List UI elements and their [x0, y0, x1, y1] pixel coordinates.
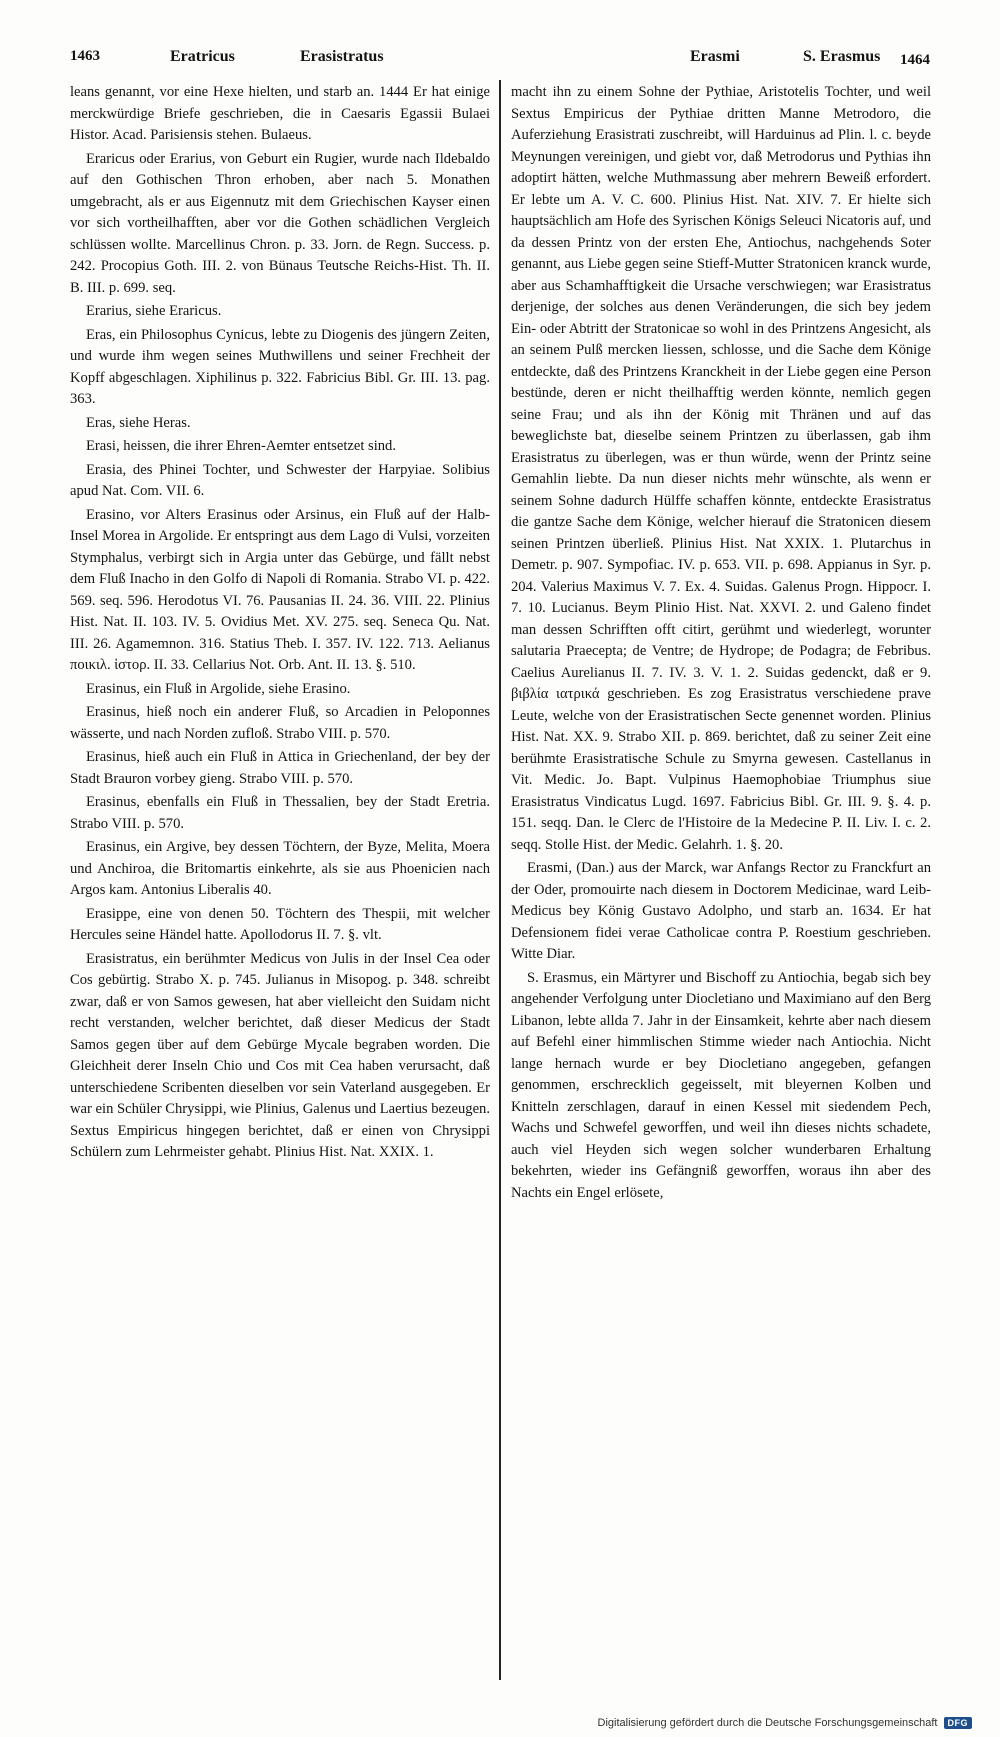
- entry-erasistratus-continued: macht ihn zu einem Sohne der Pythiae, Aristotelis Tochter, und weil Sextus Empiricus der Pythiae dritten Manne Metrodoro, die Auferziehung Erasistrati zuschreibt, will Harduinus ad Plin. l. c. beyde Meynungen vereinigen, und giebt vor, daß Metrodorus und Pythias ihn adoptirt hätten, welche Muthmassung aber mehrern Beweiß erfordert. Er lebte um A. V. C. 600. Plinius Hist. Nat. XIV. 7. Er hielte sich hauptsächlich am Hofe des Syrischen Königs Seleuci Nicatoris auf, und da dessen Printz von der ersten Ehe, Antiochus, nachgehends Soter genannt, aus Liebe gegen seine Stieff-Mutter Stratonicen kranck wurde, aber aus Schamhafftigkeit die Ursache verschwiegen; war Erasistratus derjenige, der solches aus denen Veränderungen, die sich bey jedem Ein- oder Abtritt der Stratonicae so wohl in des Printzens Angesicht, als an seinem Pulß mercken liessen, schlosse, und die Sache dem Könige entdeckte, daß des Printzens Kranckheit in der Liebe gegen eine Person bestünde, deren er nicht theilhafftig werden könnte, nemlich gegen seine Frau; und als ihn der König mit Thränen und auf das beweglichste bat, dieselbe seinem Printzen zu überlassen, gab ihm Erasistratus zu überlegen, was er thun würde, wenn der Printz seine Gemahlin liebte. Da nun dieser nichts mehr wünschte, als wenn er seinem Sohne dadurch Hülffe schaffen könnte, entdeckte Erasistratus die gantze Sache dem Könige, welcher hierauf die Stratonicen diesem seinen Printzen überließ. Plinius Hist. Nat XXIX. 1. Plutarchus in Demetr. p. 907. Sympofiac. IV. p. 653. VII. p. 698. Appianus in Syr. p. 204. Valerius Maximus V. 7. Ex. 4. Suidas. Galenus Progn. Hippocr. I. 7. 10. Lucianus. Beym Plinio Hist. Nat. XXVI. 2. und Galeno findet man dessen Schrifften offt citirt, gerühmt und wiederlegt, worunter salutaria Praecepta; de Ventre; de Hydrope; de Podagra; de Febribus. Caelius Aurelianus II. 7. IV. 3. V. 1. 2. Suidas gedenckt, daß er 9. βιβλία ιατρικά geschrieben. Es zog Erasistratus verschiedene prave Leute, welche von der Erasistratischen Secte genennet worden. Plinius Hist. Nat. XX. 9. Strabo XII. p. 869. berichtet, daß zu seiner Zeit eine berühmte Erasistratische Schule zu Smyrna gewesen. Castellanus in Vit. Medic. Jo. Bapt. Vulpinus Haemophobiae Triumphus siue Erasistratus Vindicatus Lugd. 1697. Fabricius Bibl. Gr. III. 9. §. 4. p. 151. seqq. Dan. le Clerc de l'Histoire de la Medecine P. II. Liv. I. c. 2. seqq. Stolle Hist. der Medic. Gelahrh. 1. §. 20.: [511, 84, 931, 853]
- entry-eras-cynicus: Eras, ein Philosophus Cynicus, lebte zu Diogenis des jüngern Zeiten, und wurde ihm wegen seines Muthwillens und seiner Frechheit der Kopff abgeschlagen. Xiphilinus p. 322. Fabricius Bibl. Gr. III. 13. pag. 363.: [70, 326, 490, 407]
- right-catchword-2: S. Erasmus: [803, 48, 881, 65]
- digitization-credit: [598, 1717, 972, 1729]
- dfg-logo-icon: DFG: [944, 1717, 973, 1729]
- entry-erasia: Erasia, des Phinei Tochter, und Schwester der Harpyiae. Solibius apud Nat. Com. VII. 6.: [70, 461, 490, 499]
- entry-erasistratus: Erasistratus, ein berühmter Medicus von Julis in der Insel Cea oder Cos gebürtig. Strabo X. p. 745. Julianus in Misopog. p. 348. schreibt zwar, daß er von Samos gewesen, hat aber vielleicht den Suidam nicht recht verstanden, welcher berichtet, daß dieser Medicus der Stadt Samos gegen über auf dem Gebürge Mycale begraben worden. Die Gleichheit derer Inseln Chio und Cos mit Cea haben verursacht, daß unterschiedene Scribenten dieselben vor sein Vaterland ausgegeben. Er war ein Schüler Chrysippi, wie Plinius, Galenus und Laertius bezeugen. Sextus Empiricus hingegen berichtet, daß er einen von Chrysippi Schülern zum Lehrmeister gehabt. Plinius Hist. Nat. XXIX. 1.: [70, 950, 490, 1160]
- entry-erasmi: Erasmi, (Dan.) aus der Marck, war Anfangs Rector zu Franckfurt an der Oder, promouirte nach diesem in Doctorem Medicinae, ward Leib-Medicus bey König Gustavo Adolpho, und starb an. 1634. Er hat Defensionem fidei verae Catholicae contra P. Roestium geschrieben. Witte Diar.: [511, 860, 931, 962]
- left-column: [70, 82, 490, 1680]
- entry-eraricus: Eraricus oder Erarius, von Geburt ein Rugier, wurde nach Ildebaldo auf den Gothischen Thron erhoben, aber nach 5. Monathen umgebracht, als er aus Eigennutz mit dem Griechischen Kayser einen vor sich vortheilhafften, aber vor die Gothen schädlichen Vergleich schlüssen wollte. Marcellinus Chron. p. 33. Jorn. de Regn. Success. p. 242. Procopius Goth. III. 2. von Bünaus Teutsche Reichs-Hist. Th. II. B. III. p. 699. seq.: [70, 150, 490, 296]
- right-column: [511, 82, 931, 1680]
- left-catchword-2: Erasistratus: [300, 48, 384, 65]
- footer-text: Digitalisierung gefördert durch die Deutsche Forschungsgemeinschaft: [597, 1717, 938, 1729]
- running-header: [70, 46, 930, 72]
- entry-erasi: Erasi, heissen, die ihrer Ehren-Aemter entsetzet sind.: [86, 438, 397, 454]
- entry-erasinus-argive: Erasinus, ein Argive, bey dessen Töchtern, der Byze, Melita, Moera und Anchiroa, die Britomartis einkehrte, als sie aus Phoenicien nach Argos kam. Antonius Liberalis 40.: [70, 839, 490, 898]
- entry-erarius: Erarius, siehe Eraricus.: [86, 303, 222, 319]
- entry-continued: leans genannt, vor eine Hexe hielten, und starb an. 1444 Er hat einige merckwürdige Briefe geschrieben, die in Caesaris Egassii Bulaei Histor. Acad. Parisiensis stehen. Bulaeus.: [70, 84, 490, 143]
- entry-erasinus-thessalien: Erasinus, ebenfalls ein Fluß in Thessalien, bey der Stadt Eretria. Strabo VIII. p. 570.: [70, 794, 490, 832]
- entry-s-erasmus: S. Erasmus, ein Märtyrer und Bischoff zu Antiochia, begab sich bey angehender Verfolgung unter Diocletiano und Maximiano auf den Berg Libanon, lebte allda 7. Jahr in der Einsamkeit, kehrte aber nach diesem auf Befehl einer himmlischen Stimme wieder nach Antiochia. Nicht lange hernach wurde er bey Diocletiano angegeben, gefangen genommen, erschrecklich gegeisselt, mit bleyernen Kolben und Knitteln zerschlagen, darauf in einen Kessel mit siedendem Pech, Wachs und Schwefel geworffen, und weil ihn dieses nichts schadete, auch viel Heyden sich wegen solcher wunderbaren Erhaltung bekehrten, wieder ins Gefängniß geworffen, woraus ihn aber des Nachts ein Engel erlösete,: [511, 969, 931, 1201]
- entry-erasinus-attica: Erasinus, hieß auch ein Fluß in Attica in Griechenland, der bey der Stadt Brauron vorbey gieng. Strabo VIII. p. 570.: [70, 749, 490, 787]
- right-page-number: 1464: [900, 52, 930, 68]
- column-divider: [499, 80, 501, 1680]
- left-catchword-1: Eratricus: [170, 48, 235, 65]
- right-catchword-1: Erasmi: [690, 48, 740, 65]
- entry-erasino: Erasino, vor Alters Erasinus oder Arsinus, ein Fluß auf der Halb-Insel Morea in Argolide. Er entspringt aus dem Lago di Vulsi, vorzeiten Stymphalus, verbirgt sich in Argia unter das Gebürge, und fällt nebst dem Fluß Inacho in den Golfo di Napoli di Romania. Strabo VI. p. 422. 569. seq. 596. Herodotus VI. 76. Pausanias II. 24. 36. VIII. 22. Plinius Hist. Nat. II. 103. IV. 5. Ovidius Met. XV. 275. seq. Seneca Qu. Nat. III. 26. Agamemnon. 316. Statius Theb. I. 357. IV. 122. 713. Aelianus ποικιλ. ἱστορ. II. 33. Cellarius Not. Orb. Ant. II. 13. §. 510.: [70, 506, 490, 673]
- left-page-number: 1463: [70, 48, 100, 64]
- entry-eras-heras: Eras, siehe Heras.: [86, 414, 191, 431]
- entry-erasippe: Erasippe, eine von denen 50. Töchtern des Thespii, mit welcher Hercules seine Händel hatte. Apollodorus II. 7. §. vlt.: [70, 905, 490, 943]
- entry-erasinus-arcadien: Erasinus, hieß noch ein anderer Fluß, so Arcadien in Peloponnes wässerte, und nach Norden zufloß. Strabo VIII. p. 570.: [70, 704, 490, 742]
- entry-erasinus-argolide: Erasinus, ein Fluß in Argolide, siehe Erasino.: [86, 680, 351, 697]
